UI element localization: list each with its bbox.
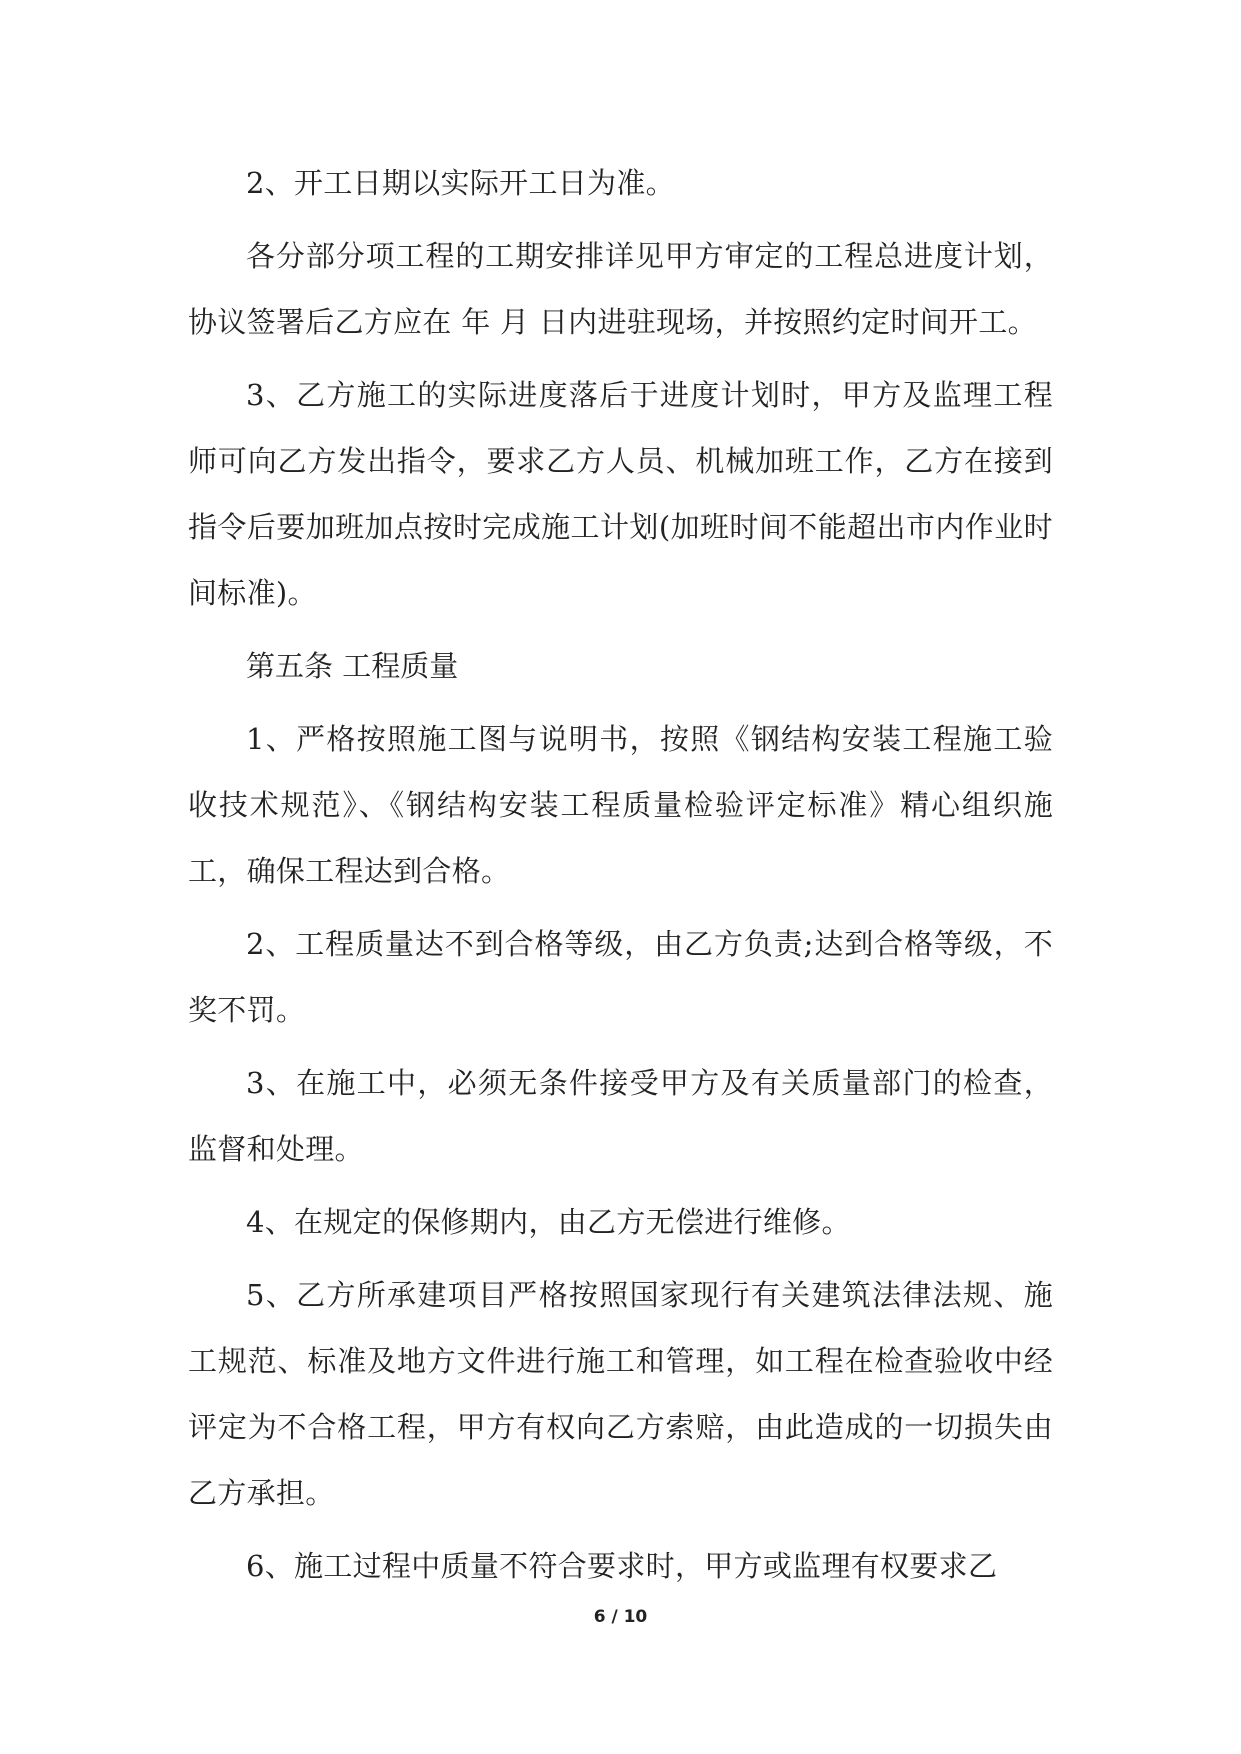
paragraph-quality-grade: 2、工程质量达不到合格等级，由乙方负责;达到合格等级，不奖不罚。 — [188, 927, 1053, 1027]
paragraph-compliance: 5、乙方所承建项目严格按照国家现行有关建筑法律法规、施工规范、标准及地方文件进行施工和管理，如工程在检查验收中经评定为不合格工程，甲方有权向乙方索赔，由此造成的一切损失由乙方承担。 — [188, 1278, 1053, 1510]
paragraph-quality-standards: 1、严格按照施工图与说明书，按照《钢结构安装工程施工验收技术规范》、《钢结构安装工程质量检验评定标准》精心组织施工，确保工程达到合格。 — [188, 722, 1053, 888]
paragraph-progress-delay: 3、乙方施工的实际进度落后于进度计划时，甲方及监理工程师可向乙方发出指令，要求乙方人员、机械加班工作，乙方在接到指令后要加班加点按时完成施工计划(加班时间不能超出市内作业时间标准)。 — [188, 378, 1053, 610]
paragraph-start-date: 2、开工日期以实际开工日为准。 — [246, 166, 675, 200]
document-body — [188, 150, 1053, 1606]
paragraph-schedule: 各分部分项工程的工期安排详见甲方审定的工程总进度计划，协议签署后乙方应在 年 月 日内进驻现场，并按照约定时间开工。 — [188, 239, 1053, 339]
paragraph-inspection: 3、在施工中，必须无条件接受甲方及有关质量部门的检查，监督和处理。 — [188, 1066, 1053, 1166]
page-number: 6 / 10 — [593, 1607, 648, 1627]
paragraph-warranty: 4、在规定的保修期内，由乙方无偿进行维修。 — [246, 1205, 851, 1239]
paragraph-quality-nonconformance: 6、施工过程中质量不符合要求时，甲方或监理有权要求乙 — [246, 1549, 998, 1583]
section-heading-quality: 第五条 工程质量 — [246, 649, 459, 683]
